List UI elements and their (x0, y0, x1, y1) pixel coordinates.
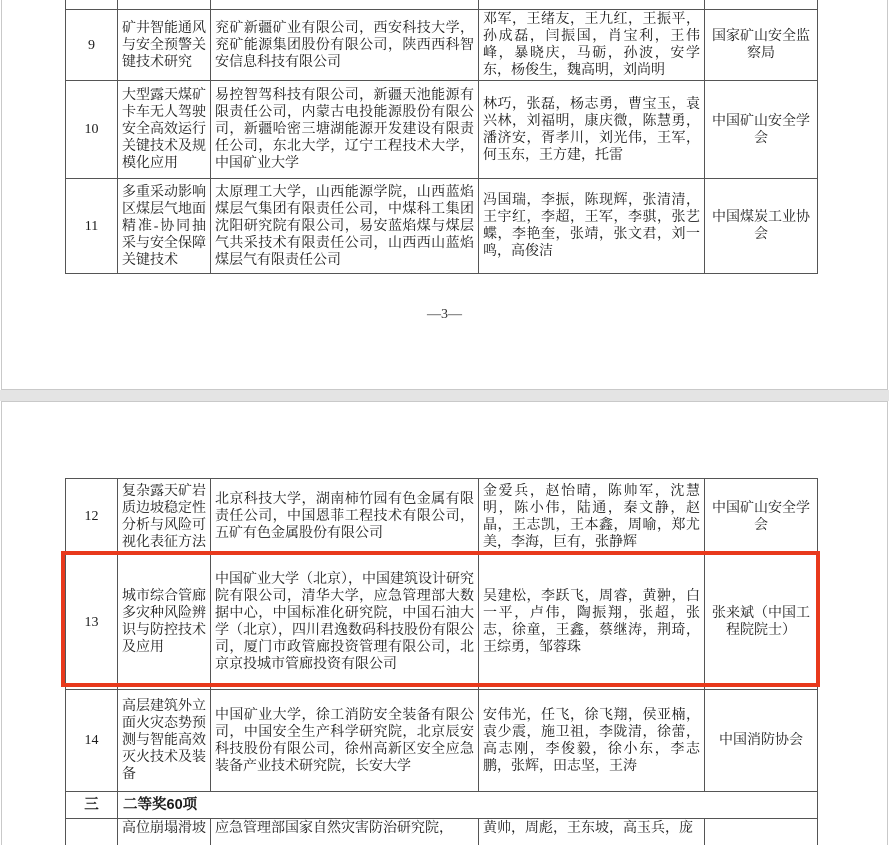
rank-cell: 11 (66, 179, 118, 274)
project-title-cell: 城市综合管廊多灾种风险辨识与防控技术及应用 (118, 555, 211, 690)
nominator-cell (705, 0, 818, 10)
rank-cell: 9 (66, 10, 118, 81)
page-gap (0, 390, 889, 401)
organizations-cell: 应急管理部国家自然灾害防治研究院， (211, 819, 479, 845)
awards-table-page3 (65, 0, 818, 274)
awardees-cell: 黄帅，周彪，王东坡，高玉兵，庞 (479, 819, 705, 845)
rank-cell: 13 (66, 555, 118, 690)
rank-cell (66, 0, 118, 10)
organizations-cell (211, 0, 479, 10)
project-title-cell: 高层建筑外立面火灾态势预测与智能高效灭火技术及装备 (118, 690, 211, 792)
organizations-cell: 中国矿业大学，徐工消防安全装备有限公司，中国安全生产科学研究院，北京辰安科技股份有限公司，徐州高新区安全应急装备产业技术研究院，长安大学 (211, 690, 479, 792)
organizations-cell: 易控智驾科技有限公司，新疆天池能源有限责任公司，内蒙古电投能源股份有限公司，新疆哈密三塘湖能源开发建设有限责任公司，东北大学，辽宁工程技术大学，中国矿业大学 (211, 81, 479, 179)
rank-cell (66, 819, 118, 845)
table-row-10 (66, 81, 818, 179)
project-title-cell: 多重采动影响区煤层气地面精准-协同抽采与安全保障关键技术 (118, 179, 211, 274)
nominator-cell: 中国消防协会 (705, 690, 818, 792)
project-title-cell: 高位崩塌滑坡 (118, 819, 211, 845)
table-row-partial-bottom (66, 819, 818, 845)
nominator-cell: 中国矿山安全学会 (705, 479, 818, 555)
rank-cell: 10 (66, 81, 118, 179)
nominator-cell: 中国煤炭工业协会 (705, 179, 818, 274)
project-title-cell: 复杂露天矿岩质边坡稳定性分析与风险可视化表征方法 (118, 479, 211, 555)
project-title-cell (118, 0, 211, 10)
nominator-cell (705, 819, 818, 845)
nominator-cell: 中国矿山安全学会 (705, 81, 818, 179)
organizations-cell: 中国矿业大学（北京），中国建筑设计研究院有限公司，清华大学，应急管理部大数据中心，中国标准化研究院，中国石油大学（北京），四川君逸数码科技股份有限公司，厦门市政管廊投资管理有限公司，北京京投城市管廊投资有限公司 (211, 555, 479, 690)
document-page-4 (1, 401, 888, 845)
awardees-cell: 林巧，张磊，杨志勇，曹宝玉，袁兴林，刘福明，康庆微，陈慧勇，潘济安，胥孝川，刘光伟，王军，何玉东，王方建，托雷 (479, 81, 705, 179)
table-row-9 (66, 10, 818, 81)
nominator-cell: 国家矿山安全监察局 (705, 10, 818, 81)
rank-cell: 12 (66, 479, 118, 555)
organizations-cell: 太原理工大学，山西能源学院，山西蓝焰煤层气集团有限责任公司，中煤科工集团沈阳研究院有限公司，易安蓝焰煤与煤层气共采技术有限责任公司，山西西山蓝焰煤层气有限责任公司 (211, 179, 479, 274)
table-row-partial-top (66, 0, 818, 10)
organizations-cell: 北京科技大学，湖南柿竹园有色金属有限责任公司，中国恩菲工程技术有限公司，五矿有色金属股份有限公司 (211, 479, 479, 555)
table-row-14 (66, 690, 818, 792)
document-page-3 (1, 0, 888, 390)
page-number: —3— (427, 307, 462, 322)
table-row-12 (66, 479, 818, 555)
table-row-11 (66, 179, 818, 274)
table-row-13-highlighted (66, 555, 818, 690)
awardees-cell: 邓军，王绪友，王九红，王振平，孙成磊，闫振国，肖宝利，王伟峰，暴晓庆，马砺，孙波，安学东，杨俊生，魏高明，刘尚明 (479, 10, 705, 81)
awardees-cell (479, 0, 705, 10)
awardees-cell: 吴建松，李跃飞，周睿，黄翀，白一平，卢伟，陶振翔，张超，张志，徐童，王鑫，蔡继涛，荆琦，王综勇，邹蓉珠 (479, 555, 705, 690)
rank-cell: 14 (66, 690, 118, 792)
nominator-cell: 张来斌（中国工程院院士） (705, 555, 818, 690)
awardees-cell: 金爱兵，赵怡晴，陈帅军，沈慧明，陈小伟，陆通，秦文静，赵晶，王志凯，王本鑫，周喻，郑尤美，李海，巨有，张静辉 (479, 479, 705, 555)
organizations-cell: 兖矿新疆矿业有限公司，西安科技大学，兖矿能源集团股份有限公司，陕西西科智安信息科技有限公司 (211, 10, 479, 81)
section-label: 二等奖60项 (118, 792, 818, 819)
project-title-cell: 大型露天煤矿卡车无人驾驶安全高效运行关键技术及规模化应用 (118, 81, 211, 179)
awardees-cell: 安伟光，任飞，徐飞翔，侯亚楠，袁少震，施卫祖，李陇清，徐蕾，高志刚，李俊毅，徐小东，李志鹏，张辉，田志坚，王涛 (479, 690, 705, 792)
project-title-cell: 矿井智能通风与安全预警关键技术研究 (118, 10, 211, 81)
awardees-cell: 冯国瑞，李振，陈现辉，张清清，王宇红，李超，王军，李骐，张艺蝶，李艳奎，张靖，张文君，刘一鸣，高俊洁 (479, 179, 705, 274)
section-number: 三 (66, 792, 118, 819)
awards-table-page4 (65, 478, 818, 845)
section-row-second-prize (66, 792, 818, 819)
